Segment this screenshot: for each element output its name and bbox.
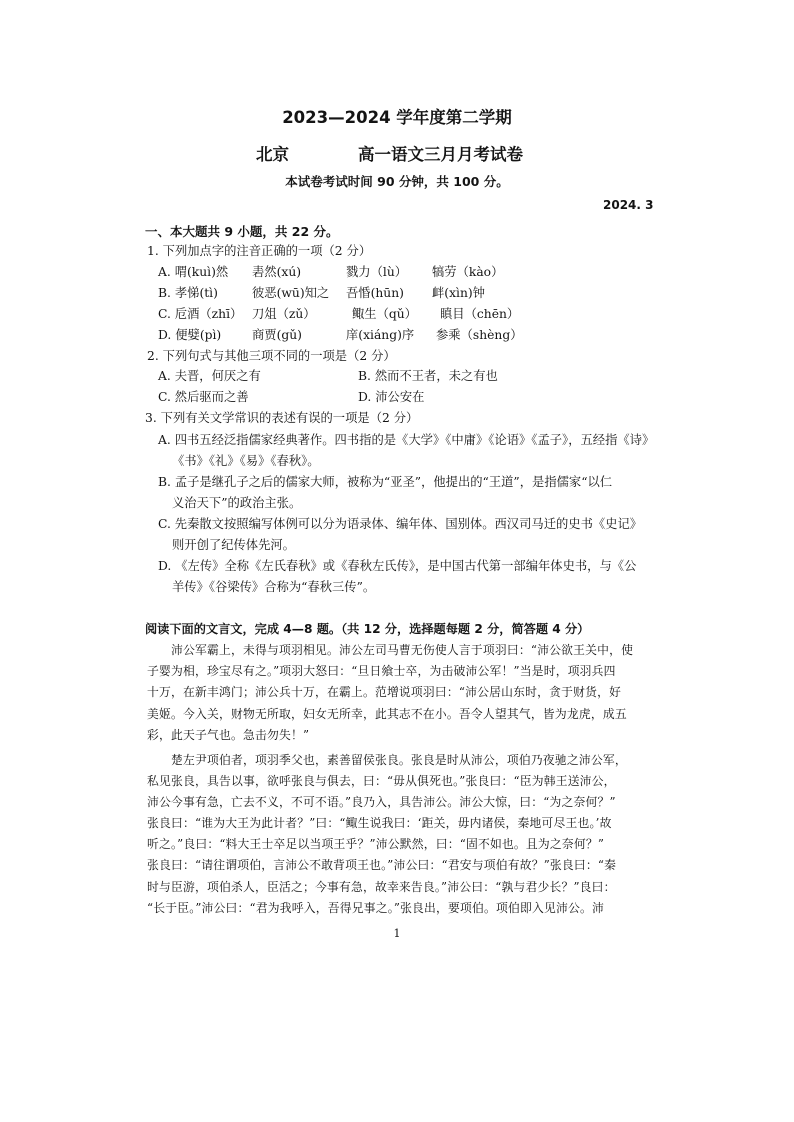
q1-option-b-4: 衅(xìn)钟 bbox=[432, 286, 485, 300]
school-name: 北京 bbox=[256, 145, 289, 164]
passage-line: 美姬。今入关，财物无所取，妇女无所幸，此其志不在小。吾令人望其气，皆为龙虎，成五 bbox=[147, 707, 627, 721]
q1-option-c-1: C. 卮酒（zhī） bbox=[158, 307, 243, 321]
passage-line: 彩，此天子气也。急击勿失！” bbox=[147, 728, 310, 742]
passage-line: 听之。”良曰：“料大王士卒足以当项王乎？”沛公默然，曰：“固不如也。且为之奈何？” bbox=[147, 837, 605, 851]
passage-line: 楚左尹项伯者，项羽季父也，素善留侯张良。张良是时从沛公，项伯乃夜驰之沛公军， bbox=[147, 753, 627, 767]
q3-option-c-line1: C. 先秦散文按照编写体例可以分为语录体、编年体、国别体。西汉司马迁的史书《史记》 bbox=[158, 517, 643, 531]
passage-line: 子婴为相，珍宝尽有之。”项羽大怒曰：“旦日飨士卒，为击破沛公军！”当是时，项羽兵四 bbox=[147, 664, 616, 678]
exam-title: 高一语文三月月考试卷 bbox=[358, 145, 523, 164]
q3-option-b-line2: 义治天下”的政治主张。 bbox=[172, 496, 302, 510]
q2-option-b: B. 然而不王者，未之有也 bbox=[358, 369, 498, 383]
q1-option-a-2: 砉然(xú) bbox=[252, 265, 302, 279]
q2-stem: 2. 下列句式与其他三项不同的一项是（2 分） bbox=[147, 349, 396, 363]
passage-line: 时与臣游，项伯杀人，臣活之；今事有急，故幸来告良。”沛公曰：“孰与君少长？”良曰： bbox=[147, 880, 616, 894]
exam-date: 2024. 3 bbox=[603, 198, 654, 212]
passage-line: “长于臣。”沛公曰：“君为我呼入，吾得兄事之。”张良出，要项伯。项伯即入见沛公。沛 bbox=[147, 901, 605, 915]
q1-option-a-1: A. 喟(kuì)然 bbox=[158, 265, 229, 279]
q1-option-b-1: B. 孝悌(tì) bbox=[158, 286, 218, 300]
q1-option-c-3: 鲰生（qǔ） bbox=[352, 307, 417, 321]
q1-option-d-3: 庠(xiáng)序 bbox=[346, 328, 415, 342]
q1-option-c-2: 刀俎（zǔ） bbox=[252, 307, 316, 321]
q1-stem: 1. 下列加点字的注音正确的一项（2 分） bbox=[147, 244, 372, 258]
q1-option-b-2: 彼恶(wū)知之 bbox=[252, 286, 330, 300]
passage-line: 沛公军霸上，未得与项羽相见。沛公左司马曹无伤使人言于项羽曰：“沛公欲王关中，使 bbox=[147, 643, 634, 657]
q2-option-a: A. 夫晋，何厌之有 bbox=[158, 369, 261, 383]
q3-option-a-line1: A. 四书五经泛指儒家经典著作。四书指的是《大学》《中庸》《论语》《孟子》，五经指《诗》 bbox=[158, 433, 655, 447]
q2-option-d: D. 沛公安在 bbox=[358, 390, 425, 404]
page-number: 1 bbox=[393, 927, 401, 940]
q1-option-a-4: 犒劳（kào） bbox=[432, 265, 504, 279]
q1-option-d-4: 参乘（shèng） bbox=[436, 328, 523, 342]
passage-line: 十万，在新丰鸿门；沛公兵十万，在霸上。范增说项羽曰：“沛公居山东时，贪于财货，好 bbox=[147, 685, 622, 699]
passage-line: 沛公今事有急，亡去不义，不可不语。”良乃入，具告沛公。沛公大惊，曰：“为之奈何？” bbox=[147, 795, 616, 809]
q2-option-c: C. 然后驱而之善 bbox=[158, 390, 249, 404]
q1-option-a-3: 戮力（lù） bbox=[346, 265, 408, 279]
q1-option-d-1: D. 便嬖(pì) bbox=[158, 328, 222, 342]
passage-line: 张良曰：“谁为大王为此计者？”曰：“鲰生说我曰：‘距关，毋内诸侯，秦地可尽王也。’故 bbox=[147, 816, 612, 830]
section1-heading: 一、本大题共 9 小题，共 22 分。 bbox=[145, 224, 339, 239]
q3-option-d-line1: D. 《左传》全称《左氏春秋》或《春秋左氏传》，是中国古代第一部编年体史书，与《公 bbox=[158, 559, 637, 573]
exam-info: 本试卷考试时间 90 分钟，共 100 分。 bbox=[285, 174, 509, 189]
passage-line: 私见张良，具告以事，欲呼张良与俱去，曰：“毋从俱死也。”张良曰：“臣为韩王送沛公， bbox=[147, 774, 616, 788]
exam-term-title: 2023—2024 学年度第二学期 bbox=[282, 108, 512, 127]
passage-line: 张良曰：“请往谓项伯，言沛公不敢背项王也。”沛公曰：“君安与项伯有故？”张良曰：“秦 bbox=[147, 858, 617, 872]
q1-option-b-3: 吾惛(hūn) bbox=[346, 286, 404, 300]
q3-option-d-line2: 羊传》《谷梁传》合称为“春秋三传”。 bbox=[172, 580, 376, 594]
q3-option-b-line1: B. 孟子是继孔子之后的儒家大师，被称为“亚圣”，他提出的“王道”，是指儒家“以仁 bbox=[158, 475, 613, 489]
q1-option-c-4: 瞋目（chēn） bbox=[440, 307, 520, 321]
q3-stem: 3. 下列有关文学常识的表述有误的一项是（2 分） bbox=[145, 411, 419, 425]
reading-heading: 阅读下面的文言文，完成 4—8 题。（共 12 分，选择题每题 2 分，简答题 4 分） bbox=[145, 622, 590, 636]
q3-option-c-line2: 则开创了纪传体先河。 bbox=[172, 538, 295, 552]
q3-option-a-line2: 《书》《礼》《易》《春秋》。 bbox=[172, 454, 320, 468]
q1-option-d-2: 商贾(gǔ) bbox=[252, 328, 302, 342]
